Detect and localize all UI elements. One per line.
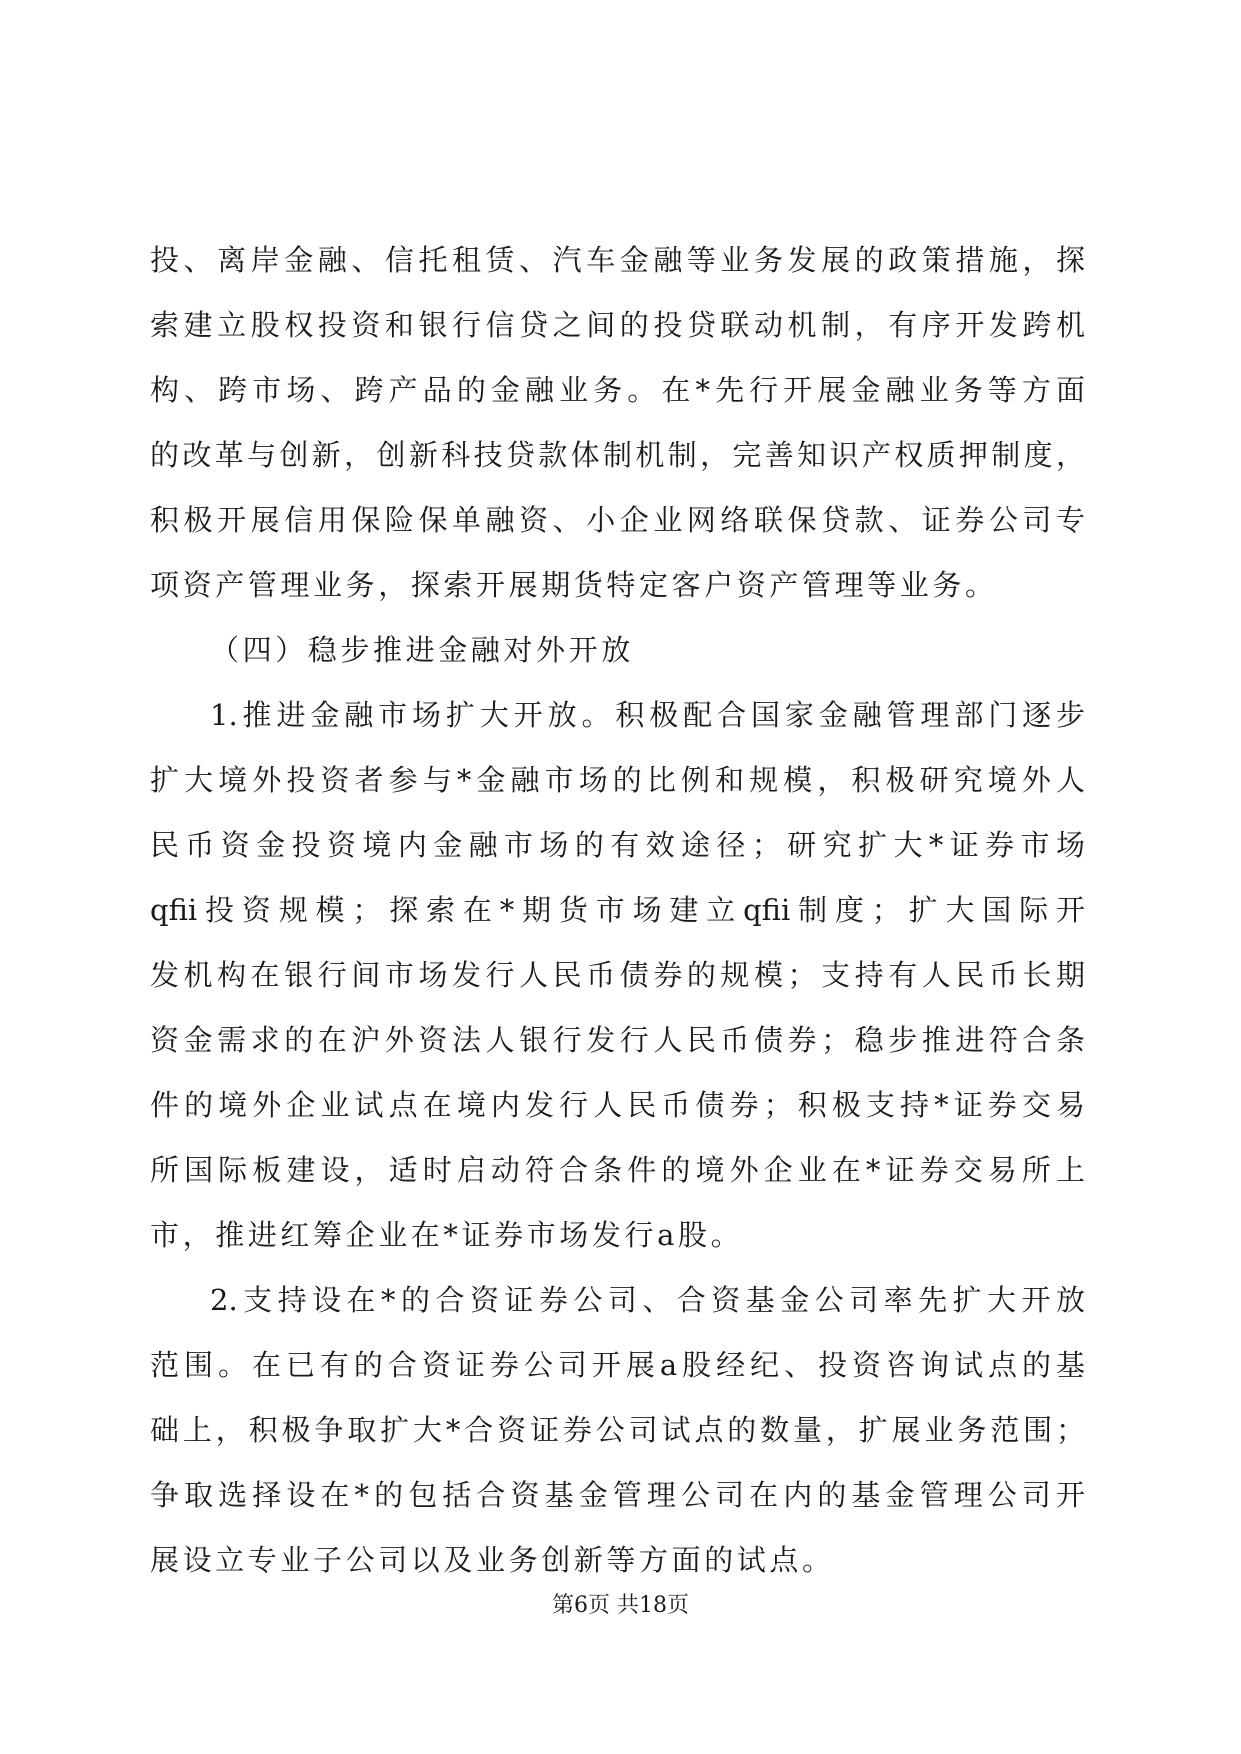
text-line: 发机构在银行间市场发行人民币债券的规模；支持有人民币长期 — [150, 958, 1085, 992]
text-line: 构、跨市场、跨产品的金融业务。在*先行开展金融业务等方面 — [150, 373, 1085, 407]
text-line: 市，推进红筹企业在*证券市场发行a股。 — [150, 1218, 744, 1252]
text-line: 资金需求的在沪外资法人银行发行人民币债券；稳步推进符合条 — [150, 1023, 1085, 1057]
text-line: 争取选择设在*的包括合资基金管理公司在内的基金管理公司开 — [150, 1478, 1085, 1512]
text-line: 积极开展信用保险保单融资、小企业网络联保贷款、证券公司专 — [150, 503, 1085, 537]
text-line: 1.推进金融市场扩大开放。积极配合国家金融管理部门逐步 — [210, 698, 1085, 732]
text-line: 索建立股权投资和银行信贷之间的投贷联动机制，有序开发跨机 — [150, 308, 1085, 342]
text-line: 2.支持设在*的合资证券公司、合资基金公司率先扩大开放 — [210, 1283, 1085, 1317]
text-line: 件的境外企业试点在境内发行人民币债券；积极支持*证券交易 — [150, 1088, 1085, 1122]
text-line: 础上，积极争取扩大*合资证券公司试点的数量，扩展业务范围； — [150, 1413, 1085, 1447]
text-line: 投、离岸金融、信托租赁、汽车金融等业务发展的政策措施，探 — [150, 243, 1085, 277]
text-line: 项资产管理业务，探索开展期货特定客户资产管理等业务。 — [150, 568, 998, 602]
text-line: qfii投资规模；探索在*期货市场建立qfii制度；扩大国际开 — [150, 893, 1085, 927]
text-line: 展设立专业子公司以及业务创新等方面的试点。 — [150, 1543, 835, 1577]
text-line: 所国际板建设，适时启动符合条件的境外企业在*证券交易所上 — [150, 1153, 1085, 1187]
body-text — [150, 228, 1085, 1593]
page-number: 第6页 共18页 — [552, 1593, 689, 1618]
text-line: 范围。在已有的合资证券公司开展a股经纪、投资咨询试点的基 — [150, 1348, 1085, 1382]
section-heading: （四）稳步推进金融对外开放 — [210, 633, 634, 667]
text-line: 民币资金投资境内金融市场的有效途径；研究扩大*证券市场 — [150, 828, 1085, 862]
text-line: 扩大境外投资者参与*金融市场的比例和规模，积极研究境外人 — [150, 763, 1085, 797]
text-line: 的改革与创新，创新科技贷款体制机制，完善知识产权质押制度， — [150, 438, 1085, 472]
